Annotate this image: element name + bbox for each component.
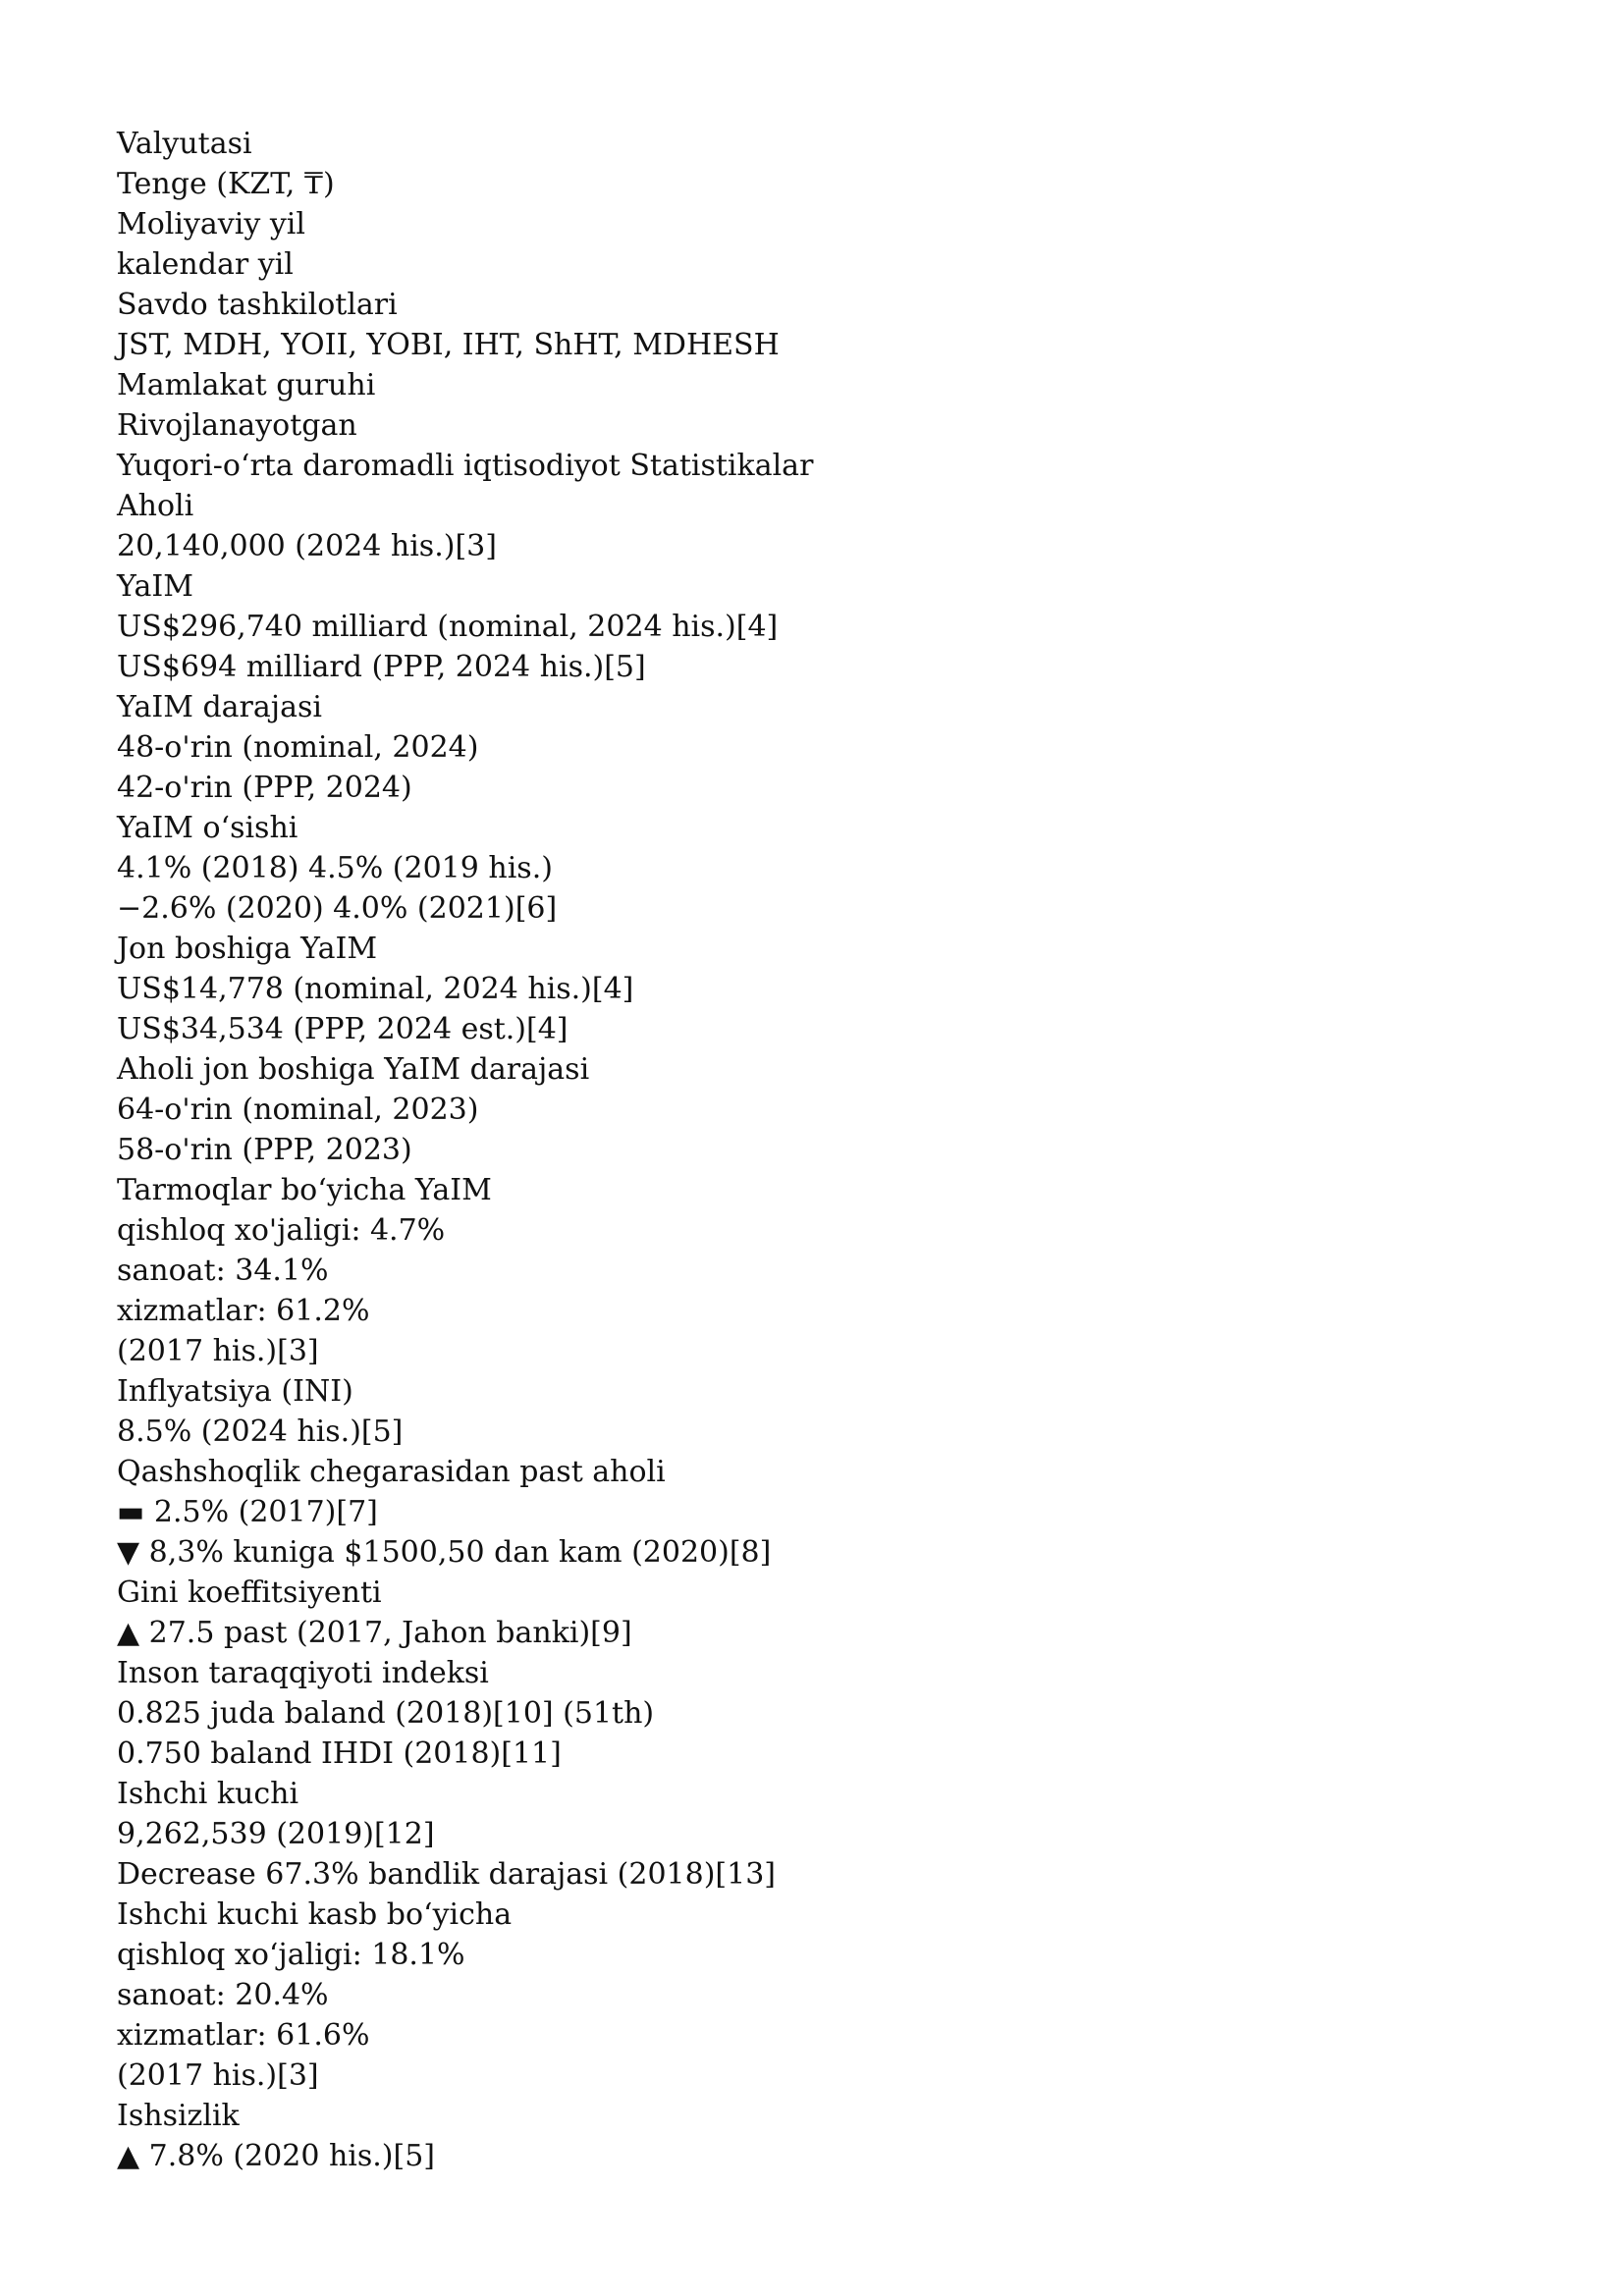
value-hdi: 0.825 juda baland (2018)[10] (51th) [117,1696,655,1731]
label-inflation: Inflyatsiya (INI) [117,1374,353,1409]
value-inflation: 8.5% (2024 his.)[5] [117,1415,404,1449]
label-gdp-per-capita-rank: Aholi jon boshiga YaIM darajasi [117,1052,590,1087]
value-gdp-per-capita-rank-nominal: 64-o'rin (nominal, 2023) [117,1093,479,1127]
value-gdp-rank-ppp: 42-o'rin (PPP, 2024) [117,771,412,805]
label-currency: Valyutasi [117,127,252,161]
label-gdp-per-capita: Jon boshiga YaIM [117,932,378,966]
document-body [117,124,1491,2176]
label-gini: Gini koeffitsiyenti [117,1575,382,1610]
value-poverty-2: ▼ 8,3% kuniga $1500,50 dan kam (2020)[8] [117,1535,772,1570]
label-gdp-by-sector: Tarmoqlar boʻyicha YaIM [117,1173,492,1207]
label-labor-by-occupation: Ishchi kuchi kasb boʻyicha [117,1897,513,1932]
value-gdp-growth-2: −2.6% (2020) 4.0% (2021)[6] [117,891,558,926]
value-gdp-growth-1: 4.1% (2018) 4.5% (2019 his.) [117,851,553,885]
value-gdp-sector-year: (2017 his.)[3] [117,1334,319,1368]
label-population: Aholi [117,489,194,523]
value-fiscal-year: kalendar yil [117,247,294,282]
value-gdp-ppp: US$694 milliard (PPP, 2024 his.)[5] [117,650,646,684]
label-gdp-rank: YaIM darajasi [117,690,322,724]
value-country-group-2: Yuqori-oʻrta daromadli iqtisodiyot Statistikalar [117,449,814,483]
value-unemployment: ▲ 7.8% (2020 his.)[5] [117,2139,435,2173]
label-country-group: Mamlakat guruhi [117,368,376,402]
label-poverty: Qashshoqlik chegarasidan past aholi [117,1455,666,1489]
value-gdp-nominal: US$296,740 milliard (nominal, 2024 his.)[4] [117,610,779,644]
value-labor-force: 9,262,539 (2019)[12] [117,1817,435,1851]
value-labor-services: xizmatlar: 61.6% [117,2018,370,2053]
value-poverty-1: ▬ 2.5% (2017)[7] [117,1495,378,1529]
value-gdp-rank-nominal: 48-o'rin (nominal, 2024) [117,730,479,765]
value-ihdi: 0.750 baland IHDI (2018)[11] [117,1736,562,1771]
label-unemployment: Ishsizlik [117,2099,240,2133]
value-country-group-1: Rivojlanayotgan [117,408,357,443]
value-gdp-per-capita-ppp: US$34,534 (PPP, 2024 est.)[4] [117,1012,568,1046]
value-currency: Tenge (KZT, ₸) [117,167,335,201]
value-gdp-sector-services: xizmatlar: 61.2% [117,1294,370,1328]
value-gdp-sector-agriculture: qishloq xo'jaligi: 4.7% [117,1213,446,1248]
value-gdp-per-capita-rank-ppp: 58-o'rin (PPP, 2023) [117,1133,412,1167]
value-labor-year: (2017 his.)[3] [117,2058,319,2093]
label-labor-force: Ishchi kuchi [117,1777,299,1811]
value-population: 20,140,000 (2024 his.)[3] [117,529,497,563]
value-labor-industry: sanoat: 20.4% [117,1978,329,2012]
label-gdp: YaIM [117,569,193,604]
value-gdp-per-capita-nominal: US$14,778 (nominal, 2024 his.)[4] [117,972,634,1006]
value-gdp-sector-industry: sanoat: 34.1% [117,1254,329,1288]
value-trade-organizations: JST, MDH, YOII, YOBI, IHT, ShHT, MDHESH [117,328,780,362]
value-labor-agriculture: qishloq xoʻjaligi: 18.1% [117,1938,465,1972]
label-gdp-growth: YaIM oʻsishi [117,811,298,845]
label-hdi: Inson taraqqiyoti indeksi [117,1656,489,1690]
value-gini: ▲ 27.5 past (2017, Jahon banki)[9] [117,1616,632,1650]
value-employment-rate: Decrease 67.3% bandlik darajasi (2018)[13] [117,1857,777,1892]
label-fiscal-year: Moliyaviy yil [117,207,305,241]
label-trade-organizations: Savdo tashkilotlari [117,288,398,322]
